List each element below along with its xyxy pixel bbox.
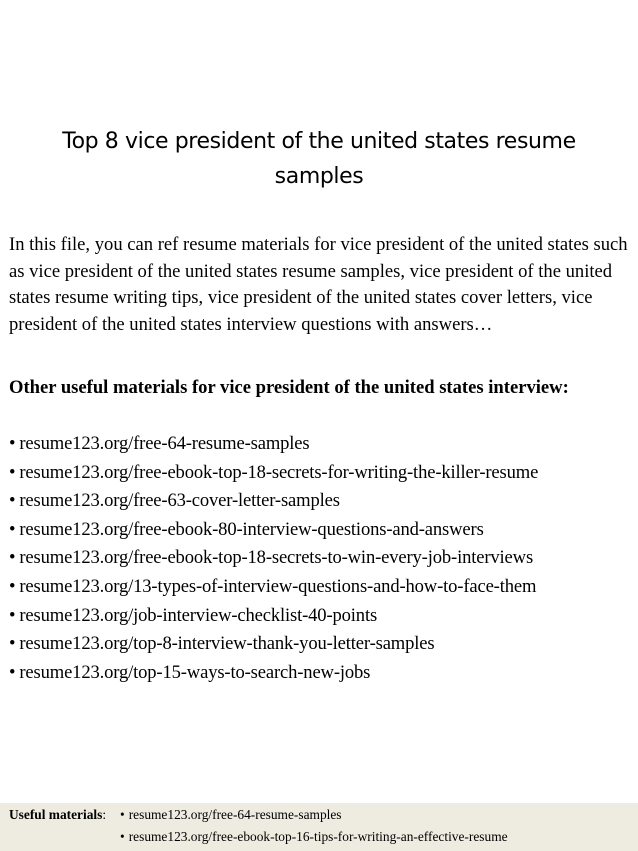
bullet: •	[9, 490, 16, 512]
list-item	[9, 602, 637, 631]
bullet: •	[9, 661, 16, 683]
link-free-64-resume-samples[interactable]: resume123.org/free-64-resume-samples	[19, 433, 310, 454]
list-item	[9, 630, 637, 659]
footer-link-list	[120, 804, 508, 848]
materials-link-list	[9, 430, 637, 687]
link-thank-you-letter-samples[interactable]: resume123.org/top-8-interview-thank-you-letter-samples	[19, 633, 435, 655]
list-item	[9, 487, 637, 516]
intro-paragraph: In this file, you can ref resume materials for vice president of the united states such as vice president of the united states resume samples, vice president of the united states resume writing tips, vice president of the united states cover letters, vice president of the united states interview questions with answers…	[9, 234, 628, 335]
footer-label	[9, 804, 106, 826]
link-ebook-killer-resume[interactable]: resume123.org/free-ebook-top-18-secrets-for-writing-the-killer-resume	[19, 461, 539, 483]
link-cover-letter-samples[interactable]: resume123.org/free-63-cover-letter-samples	[19, 490, 340, 512]
list-item	[9, 659, 637, 688]
bullet: •	[120, 829, 125, 844]
bullet: •	[9, 461, 16, 483]
list-item	[9, 573, 637, 602]
page-title: Top 8 vice president of the united states resume samples	[62, 129, 576, 189]
list-item	[9, 516, 637, 545]
footer-label-text: Useful materials	[9, 807, 103, 822]
list-item	[120, 826, 508, 848]
footer-link-resume-samples[interactable]: resume123.org/free-64-resume-samples	[128, 807, 342, 822]
link-types-of-interview-questions[interactable]: resume123.org/13-types-of-interview-questions-and-how-to-face-them	[19, 575, 537, 597]
bullet: •	[9, 518, 16, 540]
bullet: •	[9, 433, 16, 454]
bullet: •	[9, 547, 16, 569]
bullet: •	[9, 633, 16, 655]
footer-bar	[0, 803, 638, 851]
footer-link-ebook-effective-resume[interactable]: resume123.org/free-ebook-top-16-tips-for-writing-an-effective-resume	[128, 829, 508, 844]
footer-label-colon: :	[102, 807, 107, 822]
list-item	[9, 459, 637, 488]
bullet: •	[9, 575, 16, 597]
list-item	[9, 430, 637, 459]
list-item	[9, 544, 637, 573]
other-materials-heading: Other useful materials for vice president of the united states interview:	[9, 377, 569, 398]
link-search-new-jobs[interactable]: resume123.org/top-15-ways-to-search-new-jobs	[19, 661, 371, 683]
link-ebook-interview-questions[interactable]: resume123.org/free-ebook-80-interview-questions-and-answers	[19, 518, 484, 540]
bullet: •	[9, 604, 16, 626]
bullet: •	[120, 807, 125, 822]
link-interview-checklist[interactable]: resume123.org/job-interview-checklist-40-points	[19, 604, 378, 626]
link-ebook-win-interviews[interactable]: resume123.org/free-ebook-top-18-secrets-to-win-every-job-interviews	[19, 547, 534, 569]
list-item	[120, 804, 508, 826]
